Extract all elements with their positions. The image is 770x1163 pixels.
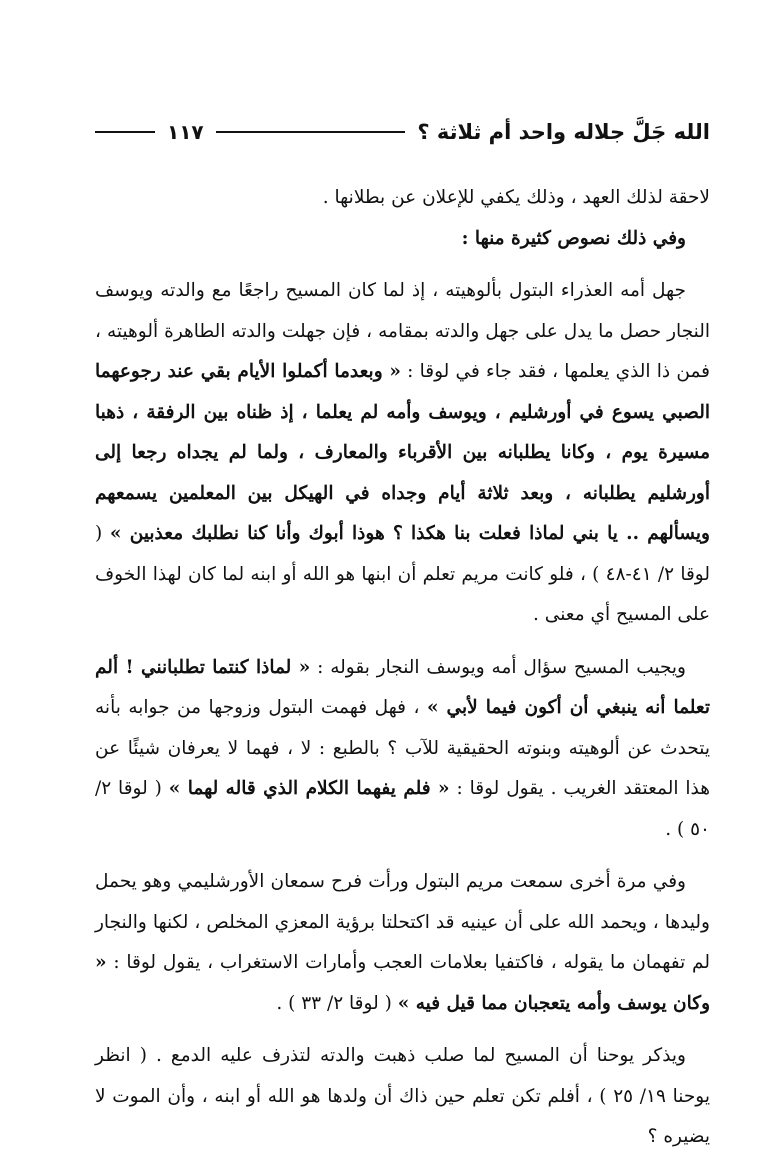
paragraph-4-text-c: ( لوقا ٢/ ٥٠ ) . — [95, 778, 710, 840]
paragraph-6: ويذكر يوحنا أن المسيح لما صلب ذهبت والدته لتذرف عليه الدمع . ( انظر يوحنا ١٩/ ٢٥ ) ، أفلم تكن تعلم حين ذاك أن ولدها هو الله أو ابنه ، وأن الموت لا يضيره ؟ — [95, 1045, 710, 1147]
paragraph-1: لاحقة لذلك العهد ، وذلك يكفي للإعلان عن بطلانها . — [322, 187, 710, 208]
header-rule-long — [216, 131, 406, 133]
paragraph-5 — [95, 862, 710, 1024]
running-header — [95, 112, 710, 152]
paragraph-5-text-b: ( لوقا ٢/ ٣٣ ) . — [276, 992, 398, 1014]
paragraph-4 — [95, 648, 710, 851]
paragraph-3-text-b: ( لوقا ٢/ ٤١-٤٨ ) ، فلو كانت مريم تعلم أن ابنها هو الله أو ابنه لما كان لهذا الخوف على المسيح أي معنى . — [95, 523, 710, 625]
paragraph-5-text-a: وفي مرة أخرى سمعت مريم البتول ورأت فرح سمعان الأورشليمي وهو يحمل وليدها ، ويحمد الله على أن عينيه قد اكتحلتا برؤية المعزي المخلص ، لكنها والنجار لم تفهمان ما يقوله ، فاكتفيا بعلامات العجب وأمارات الاستغراب ، يقول لوقا : — [95, 871, 710, 973]
paragraph-5-quote: « وكان يوسف وأمه يتعجبان مما قيل فيه » — [95, 952, 710, 1014]
page-number: ١١٧ — [167, 120, 204, 144]
paragraph-4-text-b: ، فهل فهمت البتول وزوجها من جوابه بأنه يتحدث عن ألوهيته وبنوته الحقيقية للآب ؟ بالطبع : لا ، فهما لا يعرفان شيئًا عن هذا المعتقد الغريب . يقول لوقا : — [95, 697, 710, 799]
paragraph-3 — [95, 271, 710, 636]
header-title: الله جَلَّ جلاله واحد أم ثلاثة ؟ — [417, 120, 710, 144]
paragraph-3-quote: « وبعدما أكملوا الأيام بقي عند رجوعهما الصبي يسوع في أورشليم ، ويوسف وأمه لم يعلما ، إذ ظناه بين الرفقة ، ذهبا مسيرة يوم ، وكانا يطلبانه بين الأقرباء والمعارف ، ولما لم يجداه رجعا إلى أورشليم يطلبانه ، وبعد ثلاثة أيام وجداه في الهيكل بين المعلمين يسمعهم ويسألهم .. يا بني لماذا فعلت بنا هكذا ؟ هوذا أبوك وأنا كنا نطلبك معذبين » — [95, 361, 710, 544]
paragraph-4-quote-2: « فلم يفهما الكلام الذي قاله لهما » — [168, 778, 450, 799]
paragraph-2: وفي ذلك نصوص كثيرة منها : — [461, 227, 686, 249]
paragraph-3-text-a: جهل أمه العذراء البتول بألوهيته ، إذ لما كان المسيح راجعًا مع والدته ويوسف النجار حصل ما يدل على جهل والدته بمقامه ، فإن جهلت والدته الطاهرة ألوهيته ، فمن ذا الذي يعلمها ، فقد جاء في لوقا : — [95, 280, 710, 382]
body-text — [95, 178, 710, 1158]
header-rule-short — [95, 131, 155, 133]
paragraph-4-text-a: ويجيب المسيح سؤال أمه ويوسف النجار بقوله : — [310, 656, 686, 678]
paragraph-4-quote-1: « لماذا كنتما تطلبانني ! ألم تعلما أنه ينبغي أن أكون فيما لأبي » — [95, 656, 710, 718]
